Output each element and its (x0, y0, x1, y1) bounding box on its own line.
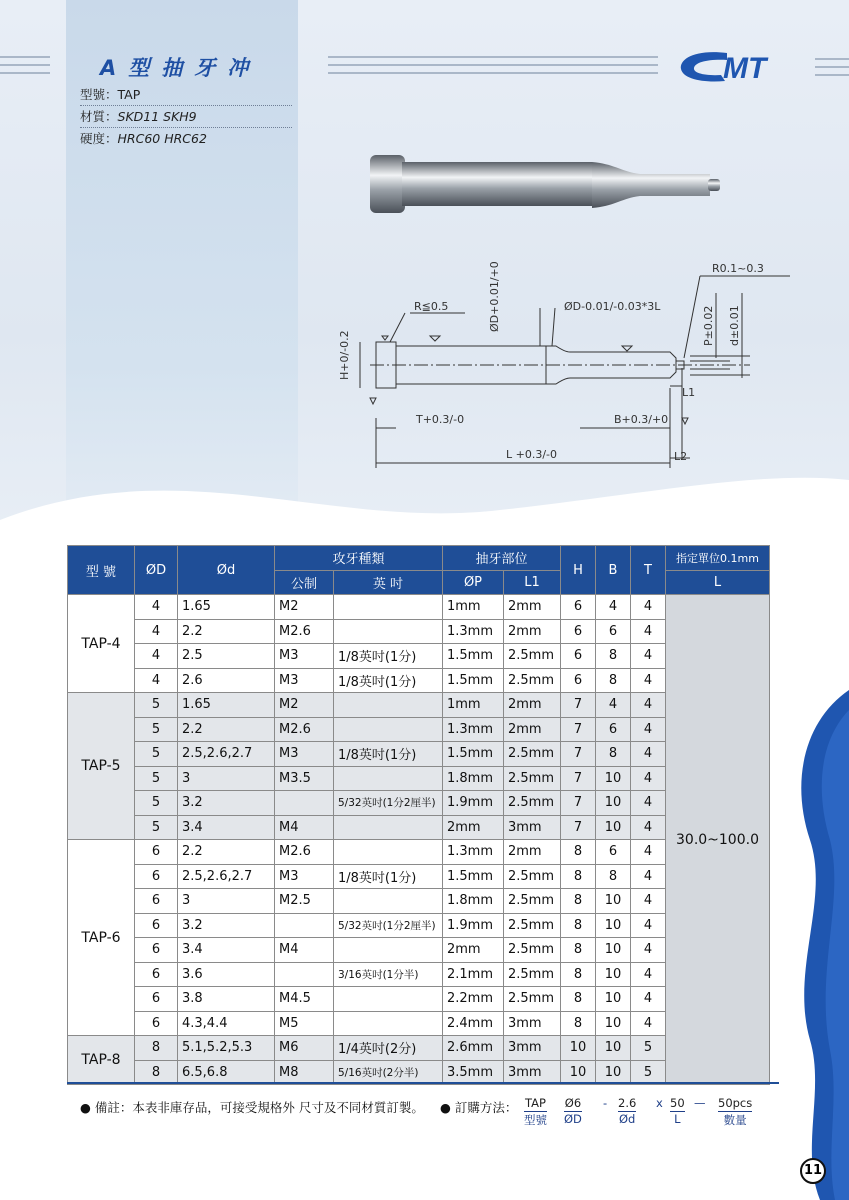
h-cell: 8 (561, 962, 596, 987)
d-cell: 3.4 (178, 815, 275, 840)
deco-line (0, 72, 50, 74)
l-tol-label: L +0.3/-0 (506, 448, 558, 461)
d-cell: 4.3,4.4 (178, 1011, 275, 1036)
b-cell: 10 (596, 913, 631, 938)
metric-cell (275, 962, 334, 987)
l1-cell: 2mm (504, 619, 561, 644)
deco-line (328, 56, 658, 58)
od-cell: 8 (135, 1060, 178, 1085)
d-cell: 2.6 (178, 668, 275, 693)
t-cell: 4 (631, 766, 666, 791)
d-cell: 2.2 (178, 840, 275, 865)
b-cell: 10 (596, 987, 631, 1012)
d-cell: 3 (178, 889, 275, 914)
header-l: L (666, 570, 770, 595)
t-cell: 4 (631, 595, 666, 620)
order-item (694, 1096, 706, 1110)
metric-cell: M3 (275, 742, 334, 767)
deco-line (328, 72, 658, 74)
l1-cell: 2.5mm (504, 742, 561, 767)
p-cell: 3.5mm (443, 1060, 504, 1085)
table-row (68, 1060, 770, 1085)
order-method-label: ● 訂購方法： (440, 1100, 518, 1115)
d-cell: 3.8 (178, 987, 275, 1012)
header-p: ØP (443, 570, 504, 595)
l1-cell: 2.5mm (504, 889, 561, 914)
od-cell: 6 (135, 864, 178, 889)
p-cell: 1.5mm (443, 864, 504, 889)
d-small-tol-label: d±0.01 (728, 305, 741, 346)
inch-cell (334, 987, 443, 1012)
metric-cell: M2.6 (275, 619, 334, 644)
t-cell: 4 (631, 717, 666, 742)
t-cell: 4 (631, 962, 666, 987)
model-cell: TAP-5 (68, 693, 135, 840)
table-row (68, 840, 770, 865)
l1-cell: 2.5mm (504, 938, 561, 963)
h-cell: 7 (561, 742, 596, 767)
h-cell: 10 (561, 1036, 596, 1061)
od-cell: 4 (135, 619, 178, 644)
table-row (68, 595, 770, 620)
l1-cell: 2.5mm (504, 766, 561, 791)
header-metric: 公制 (275, 570, 334, 595)
deco-line (815, 74, 849, 76)
p-cell: 1.5mm (443, 644, 504, 669)
order-value: 2.6 (618, 1096, 637, 1110)
length-range-cell: 30.0~100.0 (666, 595, 770, 1085)
inch-cell (334, 938, 443, 963)
t-cell: 4 (631, 791, 666, 816)
metric-cell: M5 (275, 1011, 334, 1036)
header-od: ØD (135, 546, 178, 595)
table-row (68, 1036, 770, 1061)
inch-cell: 5/32英吋(1分2厘半) (334, 913, 443, 938)
deco-line (328, 64, 658, 66)
inch-cell: 5/16英吋(2分半) (334, 1060, 443, 1085)
d-spec-label: ØD-0.01/-0.03*3L (564, 300, 661, 313)
p-cell: 1.5mm (443, 742, 504, 767)
inch-cell: 1/8英吋(1分) (334, 864, 443, 889)
d-cell: 3.6 (178, 962, 275, 987)
b-cell: 10 (596, 1060, 631, 1085)
table-row (68, 717, 770, 742)
table-row (68, 766, 770, 791)
d-cell: 2.5,2.6,2.7 (178, 864, 275, 889)
l1-cell: 2mm (504, 595, 561, 620)
h-cell: 6 (561, 619, 596, 644)
header-model: 型 號 (68, 546, 135, 595)
od-cell: 5 (135, 791, 178, 816)
header-inch: 英 吋 (334, 570, 443, 595)
deco-line (815, 66, 849, 68)
od-cell: 6 (135, 962, 178, 987)
metric-cell: M4 (275, 938, 334, 963)
b-cell: 10 (596, 1011, 631, 1036)
p-cell: 2.2mm (443, 987, 504, 1012)
b-cell: 10 (596, 766, 631, 791)
t-cell: 4 (631, 1011, 666, 1036)
tip-radius-label: R0.1~0.3 (712, 262, 764, 275)
inch-cell (334, 766, 443, 791)
spec-table-body (68, 595, 770, 1085)
h-cell: 10 (561, 1060, 596, 1085)
l1-cell: 2mm (504, 840, 561, 865)
inch-cell (334, 595, 443, 620)
metric-cell: M2.5 (275, 889, 334, 914)
t-tol-label: T+0.3/-0 (416, 413, 465, 426)
deco-line (0, 64, 50, 66)
p-cell: 1.8mm (443, 889, 504, 914)
order-value: - (603, 1096, 608, 1110)
t-cell: 4 (631, 840, 666, 865)
inch-cell: 1/8英吋(1分) (334, 668, 443, 693)
h-cell: 8 (561, 938, 596, 963)
b-tol-label: B+0.3/+0 (614, 413, 669, 426)
d-cell: 1.65 (178, 595, 275, 620)
d-cell: 2.2 (178, 619, 275, 644)
logo-text: MT (723, 52, 767, 85)
l1-cell: 3mm (504, 1011, 561, 1036)
l1-cell: 2.5mm (504, 644, 561, 669)
h-cell: 7 (561, 815, 596, 840)
h-cell: 8 (561, 913, 596, 938)
p-cell: 2.6mm (443, 1036, 504, 1061)
h-cell: 7 (561, 766, 596, 791)
d-cell: 2.2 (178, 717, 275, 742)
b-cell: 10 (596, 938, 631, 963)
od-cell: 5 (135, 717, 178, 742)
inch-cell (334, 815, 443, 840)
header-b: B (596, 546, 631, 595)
model-cell: TAP-4 (68, 595, 135, 693)
t-cell: 4 (631, 938, 666, 963)
order-value: x (656, 1096, 663, 1110)
order-value: 50pcs (718, 1096, 753, 1110)
b-cell: 8 (596, 742, 631, 767)
deco-line (815, 58, 849, 60)
order-item (670, 1096, 685, 1126)
header-l1: L1 (504, 570, 561, 595)
company-logo (675, 45, 805, 90)
inch-cell (334, 840, 443, 865)
metric-cell: M3.5 (275, 766, 334, 791)
t-cell: 4 (631, 742, 666, 767)
t-cell: 4 (631, 864, 666, 889)
t-cell: 4 (631, 815, 666, 840)
order-caption: 型號 (524, 1113, 547, 1127)
inch-cell: 1/8英吋(1分) (334, 644, 443, 669)
l1-cell: 3mm (504, 1036, 561, 1061)
order-value: 50 (670, 1096, 685, 1110)
header-d: Ød (178, 546, 275, 595)
table-row (68, 742, 770, 767)
table-row (68, 815, 770, 840)
l1-cell: 2mm (504, 693, 561, 718)
p-cell: 1.3mm (443, 619, 504, 644)
d-cell: 3 (178, 766, 275, 791)
metric-cell: M8 (275, 1060, 334, 1085)
l2-label: L2 (674, 450, 688, 463)
p-cell: 1mm (443, 595, 504, 620)
model-spec: 型號：TAP (80, 85, 292, 106)
spec-table (67, 545, 770, 1085)
od-cell: 8 (135, 1036, 178, 1061)
table-row (68, 889, 770, 914)
b-cell: 10 (596, 815, 631, 840)
table-row (68, 644, 770, 669)
t-cell: 4 (631, 693, 666, 718)
h-cell: 6 (561, 644, 596, 669)
b-cell: 6 (596, 717, 631, 742)
h-cell: 8 (561, 840, 596, 865)
metric-cell: M2 (275, 693, 334, 718)
order-value: TAP (525, 1096, 546, 1110)
header-unit: 指定單位0.1mm (666, 546, 770, 571)
d-cell: 3.4 (178, 938, 275, 963)
inch-cell: 5/32英吋(1分2厘半) (334, 791, 443, 816)
b-cell: 10 (596, 962, 631, 987)
d-cell: 6.5,6.8 (178, 1060, 275, 1085)
t-cell: 4 (631, 889, 666, 914)
l1-cell: 2.5mm (504, 791, 561, 816)
b-cell: 10 (596, 791, 631, 816)
d-cell: 1.65 (178, 693, 275, 718)
inch-cell (334, 619, 443, 644)
order-caption: Ød (618, 1112, 636, 1126)
d-tol-label: ØD+0.01/+0 (488, 261, 501, 332)
table-row (68, 693, 770, 718)
h-cell: 6 (561, 595, 596, 620)
header-t: T (631, 546, 666, 595)
h-cell: 6 (561, 668, 596, 693)
table-row (68, 913, 770, 938)
t-cell: 4 (631, 619, 666, 644)
b-cell: 8 (596, 644, 631, 669)
t-cell: 4 (631, 913, 666, 938)
metric-cell: M2.6 (275, 840, 334, 865)
h-cell: 8 (561, 864, 596, 889)
inch-cell (334, 1011, 443, 1036)
b-cell: 8 (596, 668, 631, 693)
p-tol-label: P±0.02 (702, 305, 715, 346)
b-cell: 10 (596, 1036, 631, 1061)
b-cell: 10 (596, 889, 631, 914)
metric-cell: M4 (275, 815, 334, 840)
page-title: A型抽牙冲 (100, 56, 261, 80)
metric-cell: M3 (275, 668, 334, 693)
inch-cell (334, 717, 443, 742)
od-cell: 4 (135, 644, 178, 669)
metric-cell: M4.5 (275, 987, 334, 1012)
header-tap-type: 攻牙種類 (275, 546, 443, 571)
b-cell: 4 (596, 693, 631, 718)
d-cell: 3.2 (178, 791, 275, 816)
l1-cell: 2.5mm (504, 913, 561, 938)
order-caption: ØD (564, 1112, 582, 1126)
inch-cell: 1/4英吋(2分) (334, 1036, 443, 1061)
model-cell: TAP-8 (68, 1036, 135, 1085)
order-value: — (694, 1096, 706, 1110)
table-row (68, 619, 770, 644)
h-cell: 7 (561, 693, 596, 718)
t-cell: 5 (631, 1060, 666, 1085)
punch-photo (360, 150, 730, 220)
p-cell: 2mm (443, 815, 504, 840)
inch-cell (334, 889, 443, 914)
table-row (68, 962, 770, 987)
b-cell: 6 (596, 840, 631, 865)
footer-note: ● 備註：本表非庫存品，可接受規格外 尺寸及不同材質訂製。 (80, 1100, 424, 1115)
p-cell: 2mm (443, 938, 504, 963)
order-item (564, 1096, 582, 1126)
table-row (68, 791, 770, 816)
table-row (68, 938, 770, 963)
hardness-spec: 硬度：HRC60 HRC62 (80, 131, 207, 146)
metric-cell: M3 (275, 864, 334, 889)
h-cell: 7 (561, 717, 596, 742)
p-cell: 1.5mm (443, 668, 504, 693)
p-cell: 1.8mm (443, 766, 504, 791)
order-caption: L (674, 1112, 681, 1126)
od-cell: 5 (135, 766, 178, 791)
table-bottom-line (67, 1082, 779, 1084)
od-cell: 6 (135, 987, 178, 1012)
b-cell: 6 (596, 619, 631, 644)
p-cell: 1.3mm (443, 840, 504, 865)
od-cell: 5 (135, 742, 178, 767)
p-cell: 2.4mm (443, 1011, 504, 1036)
t-cell: 4 (631, 668, 666, 693)
l1-cell: 2.5mm (504, 962, 561, 987)
material-spec: 材質：SKD11 SKH9 (80, 107, 292, 128)
h-cell: 8 (561, 889, 596, 914)
d-cell: 3.2 (178, 913, 275, 938)
order-item (524, 1096, 547, 1128)
l1-label: L1 (682, 386, 696, 399)
l1-cell: 3mm (504, 1060, 561, 1085)
b-cell: 8 (596, 864, 631, 889)
od-cell: 6 (135, 889, 178, 914)
t-cell: 4 (631, 644, 666, 669)
table-row (68, 864, 770, 889)
t-cell: 4 (631, 987, 666, 1012)
inch-cell: 1/8英吋(1分) (334, 742, 443, 767)
inch-cell: 3/16英吋(1分半) (334, 962, 443, 987)
metric-cell: M3 (275, 644, 334, 669)
metric-cell: M6 (275, 1036, 334, 1061)
table-row (68, 1011, 770, 1036)
od-cell: 4 (135, 668, 178, 693)
od-cell: 6 (135, 913, 178, 938)
l1-cell: 2.5mm (504, 864, 561, 889)
p-cell: 2.1mm (443, 962, 504, 987)
l1-cell: 3mm (504, 815, 561, 840)
order-item (618, 1096, 636, 1126)
model-cell: TAP-6 (68, 840, 135, 1036)
l1-cell: 2mm (504, 717, 561, 742)
od-cell: 6 (135, 938, 178, 963)
p-cell: 1mm (443, 693, 504, 718)
metric-cell: M2 (275, 595, 334, 620)
metric-cell: M2.6 (275, 717, 334, 742)
inch-cell (334, 693, 443, 718)
l1-cell: 2.5mm (504, 987, 561, 1012)
order-caption: 數量 (723, 1113, 747, 1127)
h-cell: 8 (561, 987, 596, 1012)
technical-drawing (330, 258, 790, 473)
p-cell: 1.9mm (443, 913, 504, 938)
d-cell: 2.5 (178, 644, 275, 669)
p-cell: 1.3mm (443, 717, 504, 742)
p-cell: 1.9mm (443, 791, 504, 816)
deco-line (0, 56, 50, 58)
h-cell: 8 (561, 1011, 596, 1036)
h-tol-label: H+0/-0.2 (338, 330, 351, 380)
d-cell: 2.5,2.6,2.7 (178, 742, 275, 767)
header-h: H (561, 546, 596, 595)
order-item (718, 1096, 752, 1128)
metric-cell (275, 791, 334, 816)
h-cell: 7 (561, 791, 596, 816)
order-item (656, 1096, 663, 1110)
order-item (603, 1096, 607, 1110)
header-tap-part: 抽牙部位 (443, 546, 561, 571)
radius-label: R≦0.5 (414, 300, 449, 313)
t-cell: 5 (631, 1036, 666, 1061)
l1-cell: 2.5mm (504, 668, 561, 693)
page-number: 11 (800, 1158, 826, 1184)
b-cell: 4 (596, 595, 631, 620)
od-cell: 5 (135, 815, 178, 840)
table-row (68, 987, 770, 1012)
metric-cell (275, 913, 334, 938)
od-cell: 5 (135, 693, 178, 718)
od-cell: 6 (135, 840, 178, 865)
od-cell: 4 (135, 595, 178, 620)
table-row (68, 668, 770, 693)
order-value: Ø6 (564, 1096, 582, 1110)
d-cell: 5.1,5.2,5.3 (178, 1036, 275, 1061)
od-cell: 6 (135, 1011, 178, 1036)
